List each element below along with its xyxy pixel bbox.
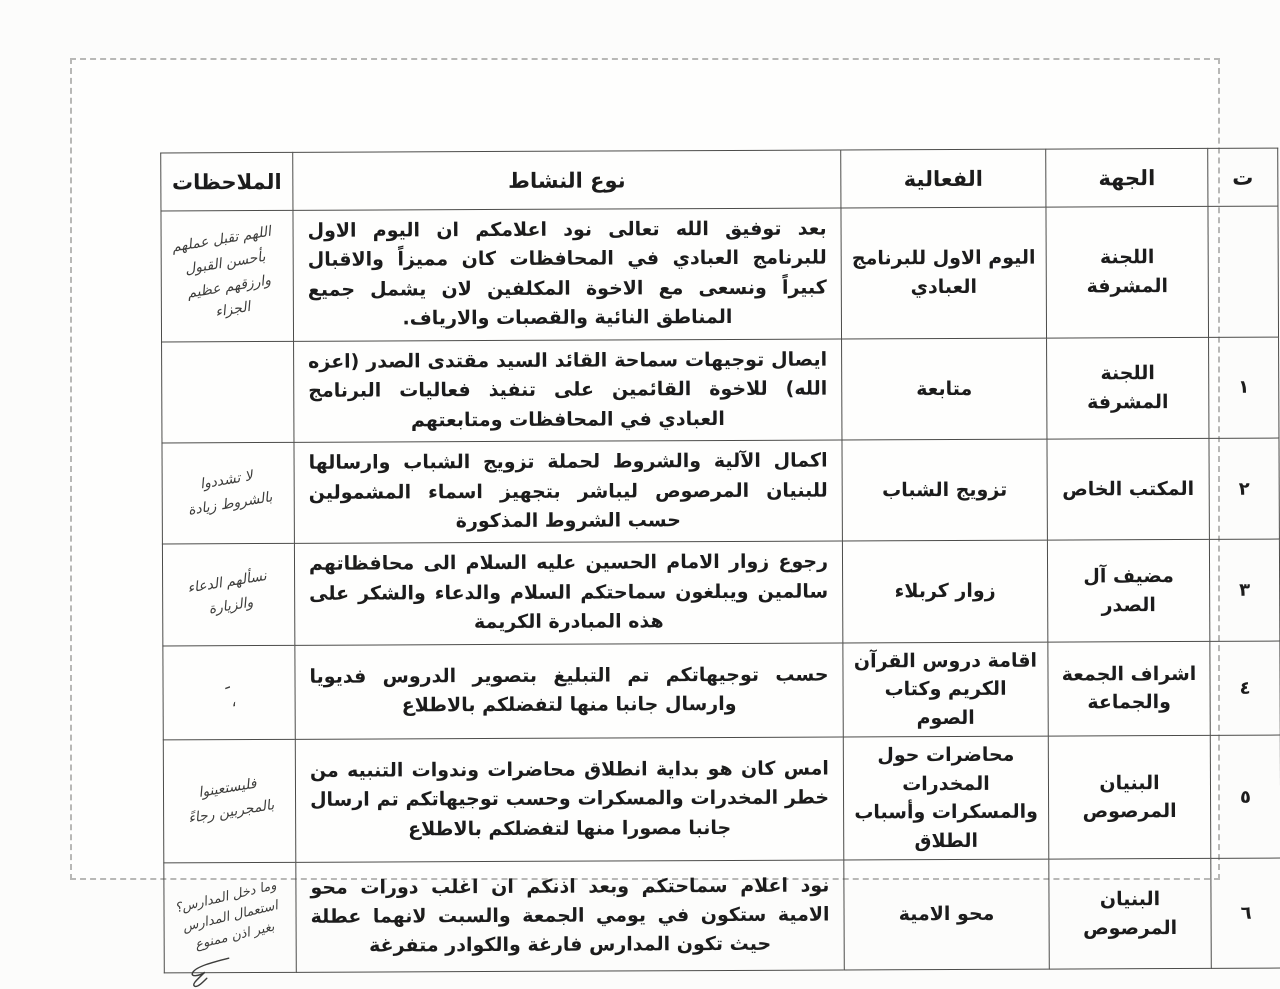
entity-cell: اشراف الجمعة والجماعة (1048, 641, 1210, 736)
table-row (162, 438, 1279, 544)
row-index: ٥ (1210, 735, 1280, 858)
header-entity: الجهة (1046, 148, 1208, 207)
table-row (162, 539, 1279, 645)
entity-cell: البنيان المرصوص (1048, 736, 1211, 860)
activity-report-table (160, 148, 1280, 974)
header-index: ت (1208, 148, 1278, 206)
row-index: ٣ (1209, 539, 1279, 641)
table-row (161, 206, 1279, 342)
entity-cell: مضيف آل الصدر (1047, 540, 1209, 642)
activity-cell: ايصال توجيهات سماحة القائد السيد مقتدى الصدر (اعزه الله) للاخوة القائمين على تنفيذ فعاليات البرنامج العبادي في المحافظات ومتابعتهم (294, 339, 842, 443)
table-row (164, 858, 1280, 973)
event-cell: زوار كربلاء (842, 540, 1047, 642)
entity-cell: اللجنة المشرفة (1047, 337, 1209, 439)
handwritten-note: اللهم تقبل عملهم بأحسن القبول وارزقهم عظيم الجزاء (170, 223, 273, 322)
notes-cell (162, 341, 294, 443)
notes-cell (163, 645, 295, 740)
activity-cell: نود اعلام سماحتكم وبعد اذنكم ان اغلب دورات محو الامية ستكون في يومي الجمعة والسبت لانهما عطلة حيث تكون المدارس فارغة والكوادر متفرغة (296, 860, 844, 972)
handwritten-note: لا تشددوا بالشروط زيادة (186, 468, 274, 519)
header-event: الفعالية (841, 149, 1046, 208)
event-cell: اقامة دروس القرآن الكريم وكتاب الصوم (843, 642, 1048, 737)
notes-cell (161, 210, 294, 341)
entity-cell: البنيان المرصوص (1049, 859, 1211, 970)
row-index: ٢ (1209, 438, 1279, 540)
table-row (162, 337, 1279, 443)
table-header-row (161, 148, 1278, 211)
event-cell: محاضرات حول المخدرات والمسكرات وأسباب الطلاق (843, 736, 1049, 860)
row-index: ٦ (1211, 858, 1280, 968)
row-index (1208, 206, 1279, 337)
entity-cell: اللجنة المشرفة (1046, 206, 1209, 337)
event-cell: تزويج الشباب (842, 439, 1047, 541)
table-row (163, 735, 1280, 863)
event-cell: محو الامية (844, 859, 1049, 970)
activity-cell: اكمال الآلية والشروط لحملة تزويج الشباب وارسالها للبنيان المرصوص ليباشر بتجهيز اسماء المشمولين حسب الشروط المذكورة (294, 440, 842, 544)
header-activity-type: نوع النشاط (293, 150, 841, 210)
handwritten-note: فليستعينوا بالمجربين رجاءً (187, 776, 276, 828)
handwritten-note: وما دخل المدارس؟ استعمال المدارس بغير اذن ممنوع (173, 878, 280, 954)
activity-cell: امس كان هو بداية انطلاق محاضرات وندوات التنبيه من خطر المخدرات والمسكرات وحسب توجيهاتكم تم ارسال جانبا مصورا منها لتفضلكم بالاطلاع (295, 737, 844, 862)
notes-cell (163, 740, 296, 864)
activity-cell: بعد توفيق الله تعالى نود اعلامكم ان اليوم الاول للبرنامج العبادي في المحافظات كان مميزاً والاقبال كبيراً ونسعى مع الاخوة المكلفين لان يشمل جميع المناطق النائية والقصبات والارياف. (293, 208, 842, 341)
scanned-page (70, 58, 1254, 957)
row-index: ٤ (1210, 641, 1280, 736)
header-notes: الملاحظات (161, 152, 293, 211)
activity-cell: رجوع زوار الامام الحسين عليه السلام الى محافظاتهم سالمين ويبلغون سماحتكم السلام والدعاء والشكر على هذه المبادرة الكريمة (294, 541, 842, 645)
entity-cell: المكتب الخاص (1047, 438, 1209, 540)
event-cell: اليوم الاول للبرنامج العبادي (841, 207, 1047, 339)
handwritten-mark: ـ ، (220, 673, 239, 712)
table-row (163, 641, 1280, 740)
notes-cell (162, 442, 294, 544)
row-index: ١ (1209, 337, 1279, 439)
activity-cell: حسب توجيهاتكم تم التبليغ بتصوير الدروس فديويا وارسال جانبا منها لتفضلكم بالاطلاع (295, 643, 843, 740)
handwritten-note: نسألهم الدعاء والزيارة (185, 567, 268, 618)
signature-mark-icon (183, 954, 237, 988)
notes-cell (162, 544, 294, 646)
notes-cell (164, 863, 296, 974)
event-cell: متابعة (842, 338, 1047, 440)
